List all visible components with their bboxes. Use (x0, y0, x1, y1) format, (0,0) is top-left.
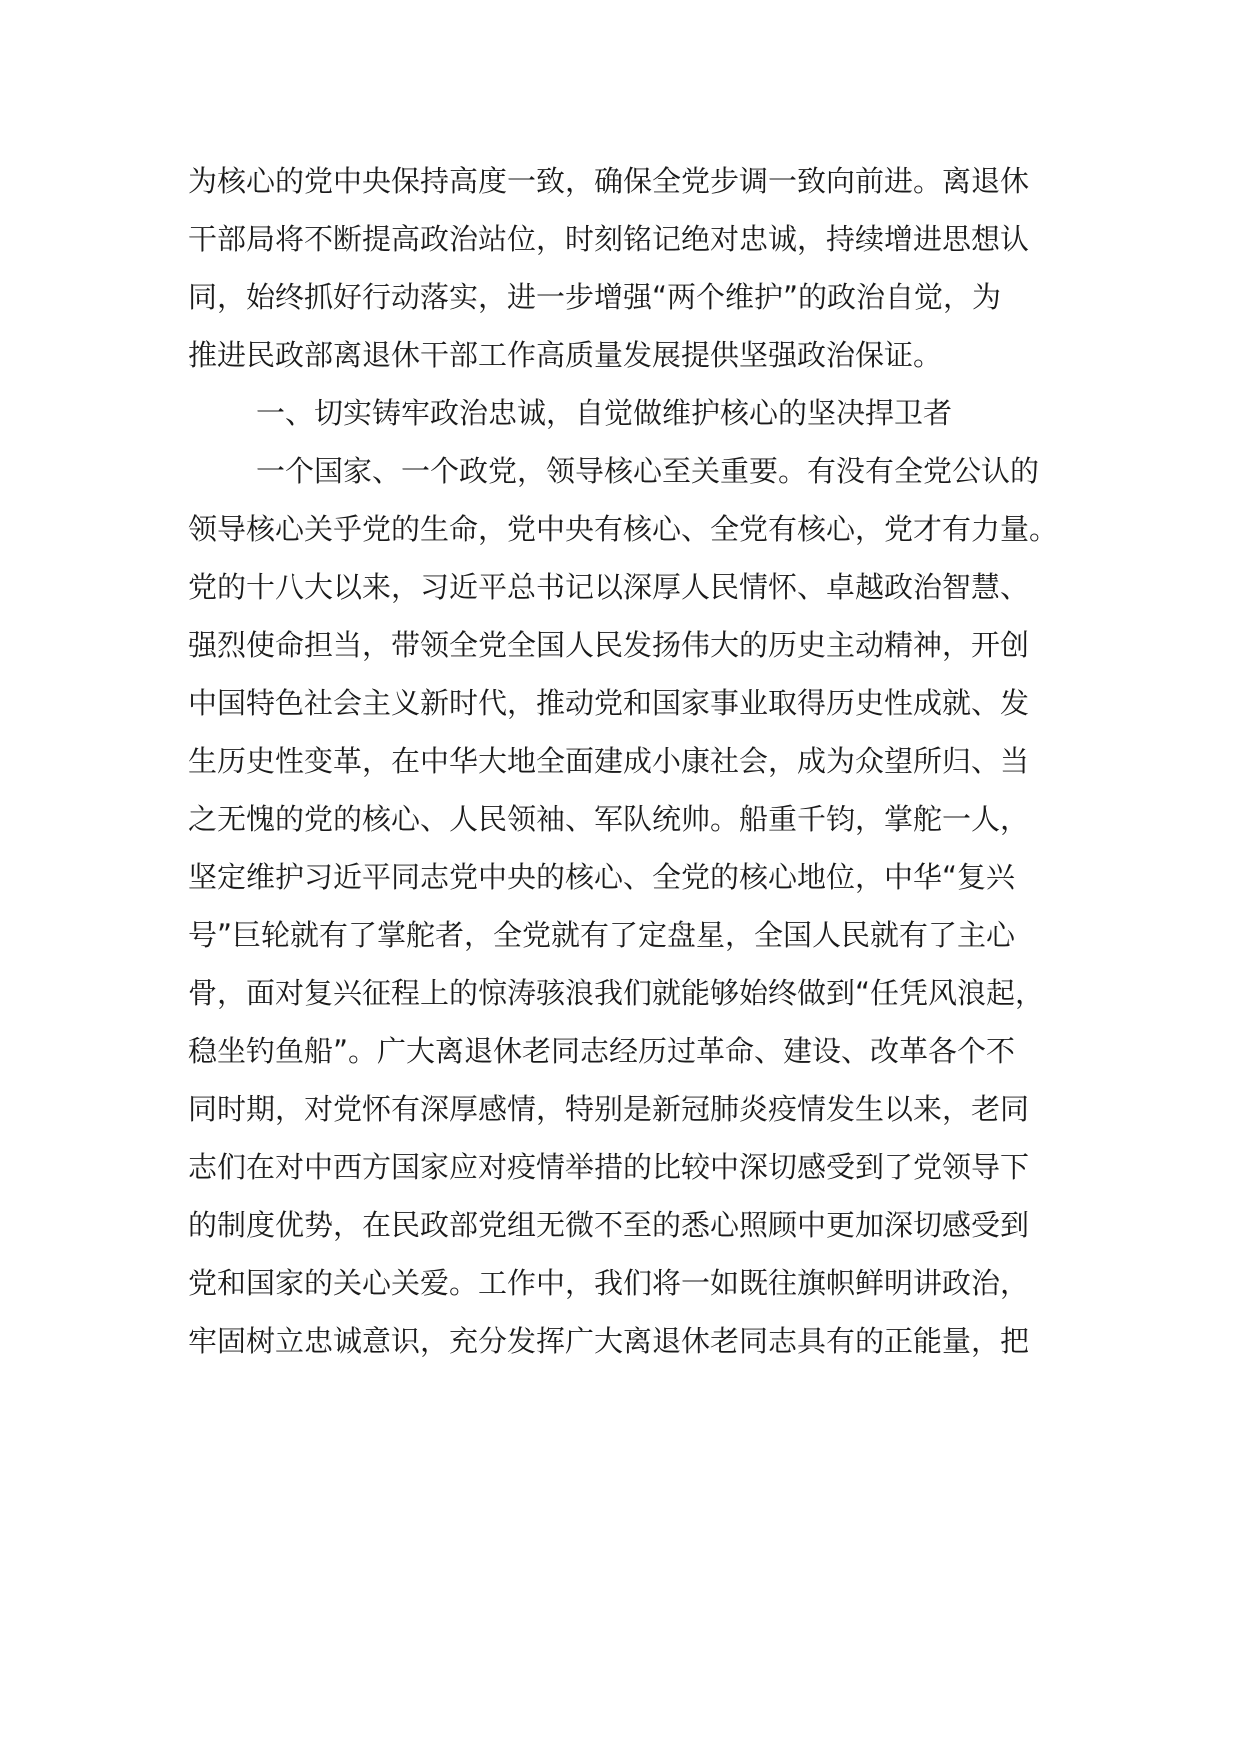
text-line: 骨，面对复兴征程上的惊涛骇浪我们就能够始终做到“任凭风浪起， (188, 976, 1045, 1010)
text-line: 坚定维护习近平同志党中央的核心、全党的核心地位，中华“复兴 (188, 860, 1016, 894)
text-line: 推进民政部离退休干部工作高质量发展提供坚强政治保证。 (188, 338, 943, 372)
text-line: 生历史性变革，在中华大地全面建成小康社会，成为众望所归、当 (188, 744, 1030, 778)
text-line: 中国特色社会主义新时代，推动党和国家事业取得历史性成就、发 (188, 686, 1030, 720)
text-line: 强烈使命担当，带领全党全国人民发扬伟大的历史主动精神，开创 (188, 628, 1030, 662)
text-line: 领导核心关乎党的生命，党中央有核心、全党有核心，党才有力量。 (188, 512, 1059, 546)
text-line: 党和国家的关心关爱。工作中，我们将一如既往旗帜鲜明讲政治， (188, 1266, 1030, 1300)
text-line: 一个国家、一个政党，领导核心至关重要。有没有全党公认的 (256, 454, 1040, 488)
text-line: 为核心的党中央保持高度一致，确保全党步调一致向前进。离退休 (188, 164, 1030, 198)
text-line: 之无愧的党的核心、人民领袖、军队统帅。船重千钧，掌舵一人， (188, 802, 1030, 836)
text-line: 志们在对中西方国家应对疫情举措的比较中深切感受到了党领导下 (188, 1150, 1030, 1184)
text-line: 牢固树立忠诚意识，充分发挥广大离退休老同志具有的正能量，把 (188, 1324, 1030, 1358)
text-line: 稳坐钓鱼船”。广大离退休老同志经历过革命、建设、改革各个不 (188, 1034, 1016, 1068)
text-line: 党的十八大以来，习近平总书记以深厚人民情怀、卓越政治智慧、 (188, 570, 1030, 604)
text-line: 同，始终抓好行动落实，进一步增强“两个维护”的政治自觉，为 (188, 280, 1002, 314)
text-line: 干部局将不断提高政治站位，时刻铭记绝对忠诚，持续增进思想认 (188, 222, 1030, 256)
text-line: 同时期，对党怀有深厚感情，特别是新冠肺炎疫情发生以来，老同 (188, 1092, 1030, 1126)
text-line: 的制度优势，在民政部党组无微不至的悉心照顾中更加深切感受到 (188, 1208, 1030, 1242)
text-line: 号”巨轮就有了掌舵者，全党就有了定盘星，全国人民就有了主心 (188, 918, 1016, 952)
section-heading: 一、切实铸牢政治忠诚，自觉做维护核心的坚决捍卫者 (256, 396, 953, 430)
